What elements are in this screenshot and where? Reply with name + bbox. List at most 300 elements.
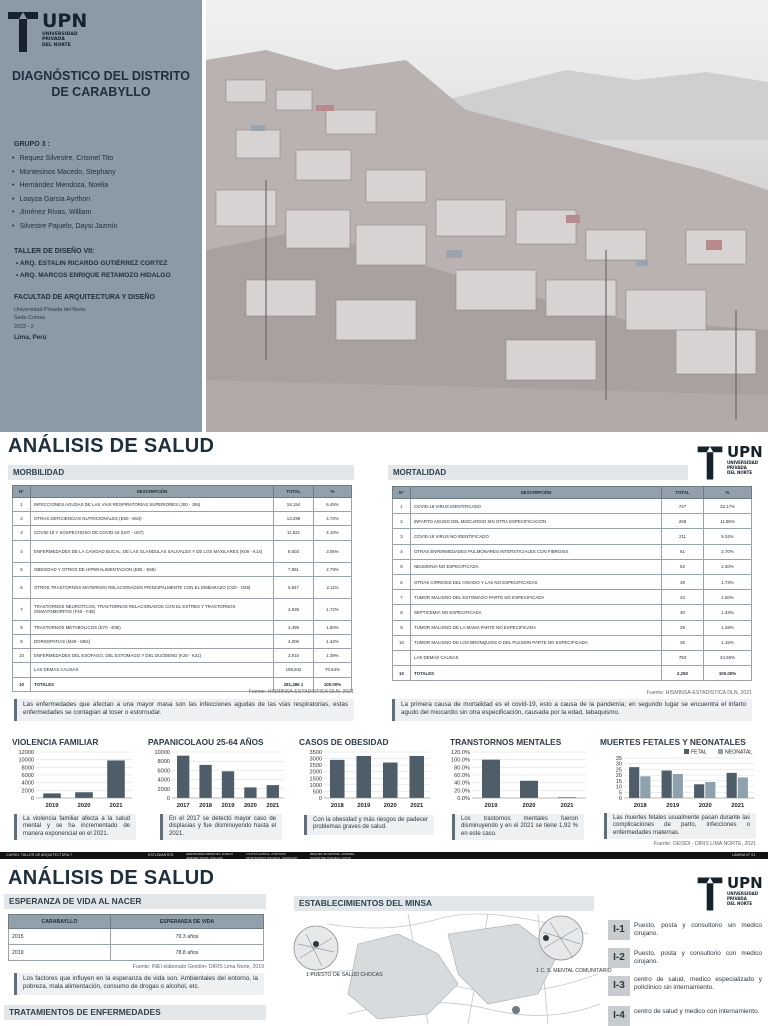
table-row	[13, 526, 352, 540]
mortalidad-heading: MORTALIDAD	[388, 465, 688, 480]
table-cell: 281,486 1	[274, 677, 314, 691]
table-cell: 2	[393, 514, 411, 529]
table-cell: 61	[662, 544, 704, 559]
upn-logo-subtitle: UNIVERSIDAD PRIVADA DEL NORTE	[42, 32, 78, 48]
bar	[520, 781, 538, 798]
member-item: • Jiménez Rivas, William	[12, 206, 118, 220]
y-tick-label: 8000	[157, 759, 170, 766]
table-cell: 2.11%	[314, 576, 352, 598]
table-cell: INFARTO AGUDO DEL MIOCARDIO SIN OTRA ESPECIFICACION	[411, 514, 662, 529]
table-cell: LAS DEMÁS CAUSAS	[411, 650, 662, 665]
table-cell: 100.00%	[314, 677, 352, 691]
level-description: Puesto, posta y consultorio sin medico cirujano.	[634, 922, 762, 937]
bar	[222, 771, 234, 798]
legend-label: FETAL	[691, 749, 707, 756]
level-badge: I-4	[608, 1006, 630, 1026]
table-cell: COVID-19 Y SOSPECHOSO DE COVID-19 (U07 - U07)	[31, 526, 274, 540]
city-label: Lima, Perú	[14, 334, 47, 341]
map-label-puesto-chocas: 1 PUESTO DE SALUD CHOCAS	[306, 972, 383, 978]
y-tick-label: 10000	[154, 750, 170, 756]
upn-logo-mark-icon	[6, 10, 40, 54]
table-cell: TRASTORNOS METABOLICOS (E70 - E90)	[31, 620, 274, 634]
level-row-i4	[608, 1006, 758, 1024]
table-cell: 783	[662, 650, 704, 665]
esperanza-source: Fuente: INEI elaborado Gestión- DIRIS Lima Norte, 2019	[132, 964, 264, 970]
table-cell: 1.60%	[314, 620, 352, 634]
upn-logo-subtitle: UNIVERSIDAD PRIVADA DEL NORTE	[727, 460, 759, 475]
upn-logo	[696, 443, 766, 483]
member-list	[12, 152, 118, 233]
table-cell: 5	[13, 562, 31, 576]
table-cell: 29	[662, 620, 704, 635]
table-cell	[393, 650, 411, 665]
table-cell: 32.17%	[704, 499, 752, 514]
x-tick-label: 2018	[633, 803, 647, 809]
establecimientos-heading: ESTABLECIMIENTOS DEL MINSA	[294, 896, 594, 911]
bar	[705, 782, 715, 798]
table-cell: 5,947	[274, 576, 314, 598]
footer-student: LOAYZA GARCIA, AYRTHON	[246, 852, 286, 856]
x-tick-label: 2021	[109, 803, 123, 809]
table-cell: 26	[662, 635, 704, 650]
member-item: • Silvestre Pajuelo, Daysi Jazmín	[12, 220, 118, 234]
footer-students-label: ESTUDIANTES:	[148, 853, 175, 857]
table-row	[393, 514, 752, 529]
member-item: • Loayza Garcia Ayrthon	[12, 193, 118, 207]
table-cell: 9	[393, 620, 411, 635]
y-tick-label: 1000	[309, 782, 322, 789]
table-cell: 4,499	[274, 620, 314, 634]
table-cell: 10	[393, 635, 411, 650]
table-cell: 2.30%	[704, 559, 752, 574]
y-tick-label: 15	[615, 778, 622, 785]
bar	[43, 793, 61, 798]
table-cell: 2	[13, 512, 31, 526]
table-cell: 52	[662, 559, 704, 574]
table-row	[393, 666, 752, 681]
upn-logo-word: UPN	[42, 10, 88, 32]
y-tick-label: 10	[615, 784, 622, 791]
table-cell: COVID-19 VIRUS NO IDENTIFICADO	[411, 529, 662, 544]
carabayllo-hillside-photo	[206, 0, 768, 432]
level-row-i3	[608, 976, 762, 1002]
x-tick-label: 2019	[45, 803, 59, 809]
mortalidad-note: La primera causa de mortalidad es el covid-19, esto a causa de la pandemia; en segundo lugar se encuentra el infarto agudo del miocardio sin otra especificación, causada por la edad, tabaquismo.	[392, 699, 752, 721]
table-cell: 39	[662, 574, 704, 589]
table-row	[393, 590, 752, 605]
chart-obesidad	[294, 748, 436, 810]
x-tick-label: 2018	[330, 803, 344, 809]
table-cell: 8,603	[274, 540, 314, 562]
table-cell: 34	[662, 590, 704, 605]
table-cell: 3,915	[274, 649, 314, 663]
x-tick-label: 2020	[698, 803, 712, 809]
table-cell: 2.79%	[314, 562, 352, 576]
table-cell: TUMOR MALIGNO DEL ESTOMAGO PARTE NO ESPECIFICADA	[411, 590, 662, 605]
table-cell: TOTALES	[31, 677, 274, 691]
table-cell: 3	[13, 526, 31, 540]
bar	[199, 765, 211, 798]
bar	[482, 760, 500, 798]
table-cell: 10	[393, 666, 411, 681]
y-tick-label: 0	[30, 796, 34, 802]
table-row	[13, 576, 352, 598]
table-cell: 4	[13, 540, 31, 562]
footer-student: SILVESTRE PAJUELO, DAYSI	[310, 855, 352, 860]
table-cell: 2.70%	[704, 544, 752, 559]
esperanza-table	[8, 914, 264, 961]
bar	[383, 763, 398, 798]
table-cell: 13,299	[274, 512, 314, 526]
esperanza-note: Los factores que influyen en la esperanza de vida son. Ambientales del entorno, la pobreza, mala alimentación, consumo de drogas o alcohol, etc.	[14, 973, 264, 995]
col-header: N°	[393, 487, 411, 499]
table-row	[393, 635, 752, 650]
y-tick-label: 2000	[21, 788, 34, 795]
bar	[244, 787, 256, 798]
table-cell: OTRAS CIRROSIS DEL HIGADO Y LAS NO ESPECIFICADAS	[411, 574, 662, 589]
y-tick-label: 0.0%	[457, 796, 470, 802]
teacher-1: • ARQ. ESTALIN RICARDO GUTIÉRREZ CORTEZ	[16, 260, 168, 267]
upn-logo-word: UPN	[727, 443, 763, 461]
table-cell: 100.00%	[704, 666, 752, 681]
footer-course: CURSO: TALLER DE ARQUITECTURA 7	[6, 853, 73, 857]
table-row	[13, 562, 352, 576]
table-cell: 1	[393, 499, 411, 514]
mortalidad-table	[392, 486, 752, 681]
section-title-analisis-salud: ANÁLISIS DE SALUD	[8, 435, 215, 457]
table-row	[393, 650, 752, 665]
y-tick-label: 0	[166, 796, 170, 802]
col-header: TOTAL	[274, 486, 314, 498]
x-tick-label: 2021	[266, 803, 280, 809]
table-row	[13, 649, 352, 663]
footer-student: REQUEZ SILVESTRE, CRISMEL	[310, 852, 355, 856]
level-badge: I-3	[608, 976, 630, 996]
table-cell: 4.72%	[314, 512, 352, 526]
bar	[75, 792, 93, 798]
y-tick-label: 1500	[309, 776, 322, 783]
table-cell: 1	[13, 498, 31, 512]
y-tick-label: 2000	[309, 769, 322, 776]
esperanza-heading: ESPERANZA DE VIDA AL NACER	[4, 894, 266, 909]
table-cell	[13, 663, 31, 677]
chart-title-fetales: MUERTES FETALES Y NEONATALES	[600, 737, 746, 747]
table-cell: 1.50%	[704, 590, 752, 605]
map-marker-icon	[313, 941, 319, 947]
section-title-analisis-salud-2: ANÁLISIS DE SALUD	[8, 867, 215, 889]
bar	[356, 756, 371, 798]
table-cell: 8	[393, 605, 411, 620]
chart-title-obesidad: CASOS DE OBESIDAD	[299, 737, 389, 747]
table-cell: 1.39%	[314, 649, 352, 663]
table-row	[13, 663, 352, 677]
bar	[330, 760, 345, 798]
y-tick-label: 500	[312, 789, 322, 796]
legend-swatch	[684, 749, 689, 754]
bar	[727, 773, 737, 798]
table-cell: 70.64%	[314, 663, 352, 677]
table-cell: 268	[662, 514, 704, 529]
group-heading: GRUPO 3 :	[14, 141, 50, 148]
table-cell: TRASTORNOS NEUROTICOS, TRASTORNOS RELACIONADOS CON EL ESTRES Y TRASTORNOS SOMATOMORFOS (F40 - F48)	[31, 598, 274, 620]
table-row	[13, 540, 352, 562]
table-cell: 30	[662, 605, 704, 620]
table-cell: 1.28%	[704, 620, 752, 635]
table-row: 2019 78.8 años	[9, 945, 264, 961]
level-badge: I-1	[608, 920, 630, 940]
bar	[640, 776, 650, 798]
chart-violencia-familiar	[6, 748, 138, 810]
chart-title-mentales: TRANSTORNOS MENTALES	[450, 737, 562, 747]
morbilidad-note: Las enfermedades que afectan a una mayor masa son las infecciones agudas de las vías respiratorias, estas enfermedades se contagian al toser o estornudar.	[14, 699, 354, 721]
x-tick-label: 2021	[731, 803, 745, 809]
bar	[267, 785, 279, 798]
col-header: TOTAL	[662, 487, 704, 499]
chart-papanicolaou	[142, 748, 290, 810]
y-tick-label: 4000	[157, 777, 170, 784]
y-tick-label: 80.0%	[454, 765, 470, 772]
table-cell: 4,006	[274, 634, 314, 648]
fetales-note: Las muertes fetales usualmente pasan durante las complicaciones de parto, infecciones o enfermedades maternas.	[604, 813, 756, 839]
footer-student: HERNANDEZ MENDOZA, NOELIA	[186, 852, 234, 856]
university-info: Universidad Privada del Norte Sede Comas 2023 - 2	[14, 307, 86, 330]
x-tick-label: 2020	[383, 803, 397, 809]
member-item: • Hernández Mendoza, Noelia	[12, 179, 118, 193]
y-tick-label: 25	[615, 767, 622, 774]
table-cell: 4	[393, 544, 411, 559]
workshop-heading: TALLER DE DISEÑO VII:	[14, 248, 95, 255]
x-tick-label: 2019	[484, 803, 498, 809]
upn-logo-word: UPN	[727, 874, 763, 892]
table-cell: 2,260	[662, 666, 704, 681]
cover-title: DIAGNÓSTICO DEL DISTRITO DE CARABYLLO	[11, 69, 191, 99]
table-cell: ENFERMEDADES DEL ESOFAGO, DEL ESTOMAGO Y DEL DUODENO (K20 - K31)	[31, 649, 274, 663]
y-tick-label: 30	[615, 761, 622, 768]
level-row-i1	[608, 920, 762, 944]
table-row	[13, 620, 352, 634]
x-tick-label: 2019	[357, 803, 371, 809]
bar	[662, 771, 672, 798]
tratamientos-heading: TRATAMIENTOS DE ENFERMEDADES	[4, 1005, 266, 1020]
cover-section	[0, 0, 768, 432]
table-cell: 198,842	[274, 663, 314, 677]
y-tick-label: 4000	[21, 780, 34, 787]
minsa-establishments-map	[288, 914, 612, 1024]
y-tick-label: 60.0%	[454, 773, 470, 779]
y-tick-label: 2000	[157, 786, 170, 793]
x-tick-label: 2021	[560, 803, 574, 809]
table-cell: 7	[393, 590, 411, 605]
table-row	[13, 498, 352, 512]
table-cell: NEUMONIA NO ESPECIFICADA	[411, 559, 662, 574]
y-tick-label: 5	[618, 790, 622, 797]
upn-logo	[696, 874, 766, 914]
table-cell: 10	[13, 649, 31, 663]
table-cell: 1.72%	[314, 598, 352, 620]
x-tick-label: 2018	[199, 803, 213, 809]
bar	[177, 756, 189, 798]
table-row	[13, 634, 352, 648]
bar	[738, 777, 748, 798]
table-cell: 3.06%	[314, 540, 352, 562]
sheet-footer-bar	[0, 852, 768, 859]
table-cell: 11.86%	[704, 514, 752, 529]
table-cell: 1.33%	[704, 605, 752, 620]
table-cell: LAS DEMÁS CAUSAS	[31, 663, 274, 677]
table-cell: 10	[13, 677, 31, 691]
violencia-note: La violencia familiar afecta a la salud mental y se ha incrementado de manera exponencial en el 2021.	[14, 814, 136, 840]
table-cell: 211	[662, 529, 704, 544]
col-header: %	[314, 486, 352, 498]
col-header: %	[704, 487, 752, 499]
bar	[107, 760, 125, 798]
col-header: CARABAYLLO	[9, 915, 111, 929]
table-row: 2015 79.3 años	[9, 929, 264, 945]
table-cell: 3	[393, 529, 411, 544]
table-cell: DORSOPATIAS (M40 - M54)	[31, 634, 274, 648]
col-header: DESCRIPCIÓN	[31, 486, 274, 498]
chart-muertes-fetales	[594, 748, 760, 810]
col-header: ESPERANZA DE VIDA	[110, 915, 263, 929]
table-cell: 1.73%	[704, 574, 752, 589]
table-cell: 6	[393, 574, 411, 589]
cover-side-panel	[0, 0, 202, 432]
y-tick-label: 8000	[21, 765, 34, 772]
map-marker-icon	[512, 1006, 520, 1014]
y-tick-label: 6000	[157, 768, 170, 775]
table-cell: OTRAS DEFICIENCIAS NUTRICIONALES (E50 - E64)	[31, 512, 274, 526]
level-badge: I-2	[608, 948, 630, 968]
table-row	[393, 574, 752, 589]
x-tick-label: 2019	[221, 803, 235, 809]
mentales-note: Los trastornos mentales fueron disminuyendo y en el 2021 se tiene 1,92 % en este caso.	[452, 814, 584, 840]
x-tick-label: 2020	[77, 803, 91, 809]
faculty-label: FACULTAD DE ARQUITECTURA Y DISEÑO	[14, 294, 155, 301]
member-item: • Montesinos Macedo, Stephany	[12, 166, 118, 180]
level-row-i2	[608, 948, 762, 972]
y-tick-label: 3000	[309, 756, 322, 763]
x-tick-label: 2020	[243, 803, 257, 809]
level-description: centro de salud, medico especializado y policlinico sin internamiento.	[634, 976, 762, 991]
table-row	[393, 559, 752, 574]
obesidad-note: Con la obesidad y más riesgos de padecer problemas graves de salud.	[304, 815, 434, 835]
table-cell: COVID-19 VIRUS IDENTIFICADO	[411, 499, 662, 514]
table-cell: 18,154	[274, 498, 314, 512]
y-tick-label: 0	[318, 796, 322, 802]
footer-student: MONTESINOS MACEDO, STEPHANY	[246, 855, 299, 860]
morbilidad-heading: MORBILIDAD	[8, 465, 354, 480]
table-cell: 727	[662, 499, 704, 514]
table-cell: 4.10%	[314, 526, 352, 540]
y-tick-label: 6000	[21, 773, 34, 779]
upn-logo-subtitle: UNIVERSIDAD PRIVADA DEL NORTE	[727, 891, 759, 906]
table-cell: SEPTICEMIA NO ESPECIFICADA	[411, 605, 662, 620]
table-cell: 5	[393, 559, 411, 574]
upn-logo-mark-icon	[696, 874, 724, 914]
y-tick-label: 0	[618, 796, 622, 802]
footer-sheet-number: LÁMINA N° 01	[732, 853, 756, 857]
table-row	[393, 620, 752, 635]
upn-logo-mark-icon	[696, 443, 724, 483]
member-item: • Requez Silvestre, Crismel Tito	[12, 152, 118, 166]
legend-swatch	[718, 749, 723, 754]
table-cell: 7,851	[274, 562, 314, 576]
legend-label: NEONATAL	[725, 749, 753, 756]
upn-logo	[6, 10, 86, 56]
y-tick-label: 10000	[18, 757, 34, 764]
y-tick-label: 3500	[309, 750, 322, 756]
y-tick-label: 100.0%	[451, 757, 470, 764]
morbilidad-source: Fuente: HISMINSA-ESTADISTICA DLN, 2021	[248, 689, 354, 695]
bar	[673, 774, 683, 798]
table-cell: 4,839	[274, 598, 314, 620]
table-cell: ENFERMEDADES DE LA CAVIDAD BUCAL, DE LAS GLANDULAS SALIVALES Y DE LOS MAXILARES (K00 - K14)	[31, 540, 274, 562]
y-tick-label: 12000	[18, 750, 34, 756]
table-row	[393, 605, 752, 620]
table-cell: 9.34%	[704, 529, 752, 544]
mortalidad-source: Fuente: HISMINSA-ESTADISTICA DLN, 2021	[646, 690, 752, 696]
y-tick-label: 2500	[309, 763, 322, 770]
table-row	[13, 512, 352, 526]
bar	[629, 767, 639, 798]
map-label-cs-mental: 1 C. S. MENTAL COMUNITARIO	[536, 968, 612, 974]
table-cell: 6	[13, 576, 31, 598]
table-cell: INFECCIONES AGUDAS DE LAS VIAS RESPIRATORIAS SUPERIORES (J00 - J06)	[31, 498, 274, 512]
col-header: N°	[13, 486, 31, 498]
table-row	[393, 529, 752, 544]
y-tick-label: 120.0%	[451, 750, 470, 756]
x-tick-label: 2019	[666, 803, 680, 809]
table-cell: OTROS TRASTORNOS MATERNOS RELACIONADOS PRINCIPALMENTE CON EL EMBARAZO (O20 - O29)	[31, 576, 274, 598]
papanicolaou-note: En el 2017 se detectó mayor caso de displasias y fue disminuyendo hasta el 2021.	[160, 814, 282, 840]
table-cell: 9	[13, 634, 31, 648]
x-tick-label: 2020	[522, 803, 536, 809]
bar	[409, 756, 424, 798]
table-cell: 1.15%	[704, 635, 752, 650]
y-tick-label: 35	[615, 756, 622, 762]
level-description: Puesto, posta y consultorio con medico cirujano.	[634, 950, 762, 965]
footer-student: JIMENEZ RIVAS, WILLIAM	[186, 855, 223, 860]
table-cell: 1.42%	[314, 634, 352, 648]
table-cell: TUMOR MALIGNO DE LA MAMA PARTE NO ESPECIFICADA	[411, 620, 662, 635]
chart-title-violencia: VIOLENCIA FAMILIAR	[12, 737, 99, 747]
x-tick-label: 2017	[176, 803, 190, 809]
fetales-source: Fuente: OEISDI - DIRIS LIMA NORTE, 2021	[653, 841, 756, 847]
teacher-2: • ARQ. MARCOS ENRIQUE RETAMOZO HIDALGO	[16, 272, 171, 279]
table-cell: OTRAS ENFERMEDADES PULMONARES INTERSTICIALES CON FIBROSIS	[411, 544, 662, 559]
table-cell: 11,531	[274, 526, 314, 540]
level-description: centro de salud y medico con internamiento.	[634, 1008, 760, 1015]
table-cell: OBESIDAD Y OTROS DE HIPERALIMENTACION (E65 - E68)	[31, 562, 274, 576]
x-tick-label: 2021	[410, 803, 424, 809]
col-header: DESCRIPCIÓN	[411, 487, 662, 499]
table-cell: 7	[13, 598, 31, 620]
table-cell: 6.45%	[314, 498, 352, 512]
y-tick-label: 20.0%	[454, 788, 470, 795]
hillside-settlement-illustration	[206, 0, 768, 432]
table-cell: 8	[13, 620, 31, 634]
chart-title-papanicolaou: PAPANICOLAOU 25-64 AÑOS	[148, 737, 264, 747]
table-row	[393, 544, 752, 559]
table-row	[13, 598, 352, 620]
map-marker-icon	[543, 935, 549, 941]
bar	[694, 784, 704, 798]
table-cell: 34.65%	[704, 650, 752, 665]
table-row	[393, 499, 752, 514]
y-tick-label: 40.0%	[454, 780, 470, 787]
morbilidad-table	[12, 485, 352, 692]
table-cell: TOTALES	[411, 666, 662, 681]
